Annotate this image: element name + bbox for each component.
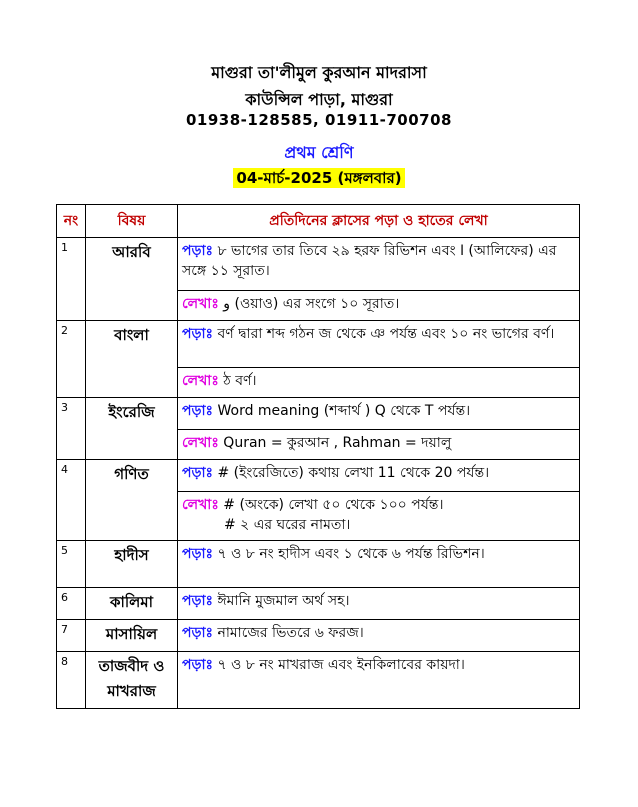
- write-cell: [178, 291, 580, 321]
- row-number: 8: [57, 652, 86, 709]
- row-number: 3: [57, 398, 86, 460]
- read-label: পড়াঃ: [182, 657, 214, 673]
- row-subject: হাদীস: [86, 541, 178, 588]
- read-text: ঈমানি মুজমাল অর্থ সহ।: [217, 593, 350, 609]
- read-label: পড়াঃ: [182, 625, 214, 641]
- row-number: 6: [57, 588, 86, 620]
- write-text: Quran = কুরআন , Rahman = দয়ালু: [223, 435, 452, 451]
- write-label: লেখাঃ: [182, 296, 219, 312]
- row-number: 2: [57, 321, 86, 398]
- read-label: পড়াঃ: [182, 403, 214, 419]
- row-subject: আরবি: [86, 238, 178, 321]
- read-label: পড়াঃ: [182, 546, 214, 562]
- read-cell: [178, 588, 580, 620]
- write-label: লেখাঃ: [182, 497, 219, 513]
- read-text: ৭ ও ৮ নং হাদীস এবং ১ থেকে ৬ পর্যন্ত রিভিশন।: [217, 546, 485, 562]
- write-cell: [178, 430, 580, 460]
- read-text: ৭ ও ৮ নং মাখরাজ এবং ইনকিলাবের কায়দা।: [217, 657, 465, 673]
- write-text: و (ওয়াও) এর সংগে ১০ সূরাত।: [223, 296, 400, 312]
- table-row: [57, 588, 580, 620]
- read-cell: [178, 541, 580, 588]
- class-routine-table: [56, 204, 580, 709]
- read-text: # (ইংরেজিতে) কথায় লেখা 11 থেকে 20 পর্যন্ত।: [217, 465, 490, 481]
- read-label: পড়াঃ: [182, 593, 214, 609]
- date-row: [0, 168, 638, 188]
- row-subject: ইংরেজি: [86, 398, 178, 460]
- row-subject: বাংলা: [86, 321, 178, 398]
- date-highlight: 04-মার্চ-2025 (মঙ্গলবার): [233, 168, 404, 188]
- row-subject: গণিত: [86, 460, 178, 541]
- read-label: পড়াঃ: [182, 326, 214, 342]
- header-content: প্রতিদিনের ক্লাসের পড়া ও হাতের লেখা: [178, 205, 580, 238]
- read-text: ৮ ভাগের তার তিবে ২৯ হরফ রিভিশন এবং ا (আলিফের) এর সঙ্গে ১১ সূরাত।: [182, 243, 557, 279]
- institution-name: মাগুরা তা'লীমুল কুরআন মাদরাসা: [211, 63, 427, 82]
- class-title: প্রথম শ্রেণি: [284, 143, 354, 162]
- table-row: [57, 620, 580, 652]
- header-subject: বিষয়: [86, 205, 178, 238]
- row-number: 7: [57, 620, 86, 652]
- read-cell: [178, 620, 580, 652]
- row-number: 1: [57, 238, 86, 321]
- read-label: পড়াঃ: [182, 465, 214, 481]
- row-number: 4: [57, 460, 86, 541]
- header-no: নং: [57, 205, 86, 238]
- table-row: [57, 460, 580, 492]
- read-label: পড়াঃ: [182, 243, 214, 259]
- row-subject: কালিমা: [86, 588, 178, 620]
- write-label: লেখাঃ: [182, 373, 219, 389]
- write-label: লেখাঃ: [182, 435, 219, 451]
- table-row: [57, 652, 580, 709]
- row-subject: মাসায়িল: [86, 620, 178, 652]
- write-text: ঠ বর্ণ।: [223, 373, 257, 389]
- read-cell: [178, 398, 580, 430]
- write-text: # (অংকে) লেখা ৫০ থেকে ১০০ পর্যন্ত।: [223, 497, 444, 513]
- row-number: 5: [57, 541, 86, 588]
- table-row: [57, 321, 580, 368]
- row-subject: তাজবীদ ও মাখরাজ: [86, 652, 178, 709]
- write-cell: [178, 492, 580, 541]
- read-cell: [178, 238, 580, 291]
- write-cell: [178, 368, 580, 398]
- phone-numbers: 01938-128585, 01911-700708: [186, 111, 452, 129]
- read-cell: [178, 460, 580, 492]
- table-row: [57, 398, 580, 430]
- table-row: [57, 238, 580, 291]
- institution-address: কাউন্সিল পাড়া, মাগুরা: [245, 90, 393, 109]
- table-header-row: [57, 205, 580, 238]
- read-text: Word meaning (শব্দার্থ ) Q থেকে T পর্যন্ত।: [217, 403, 471, 419]
- table-row: [57, 541, 580, 588]
- read-text: নামাজের ভিতরে ৬ ফরজ।: [217, 625, 364, 641]
- read-text: বর্ণ দ্বারা শব্দ গঠন জ থেকে ঞ পর্যন্ত এবং ১০ নং ভাগের বর্ণ।: [217, 326, 555, 342]
- read-cell: [178, 321, 580, 368]
- write-text-line2: # ২ এর ঘরের নামতা।: [224, 517, 351, 533]
- read-cell: [178, 652, 580, 709]
